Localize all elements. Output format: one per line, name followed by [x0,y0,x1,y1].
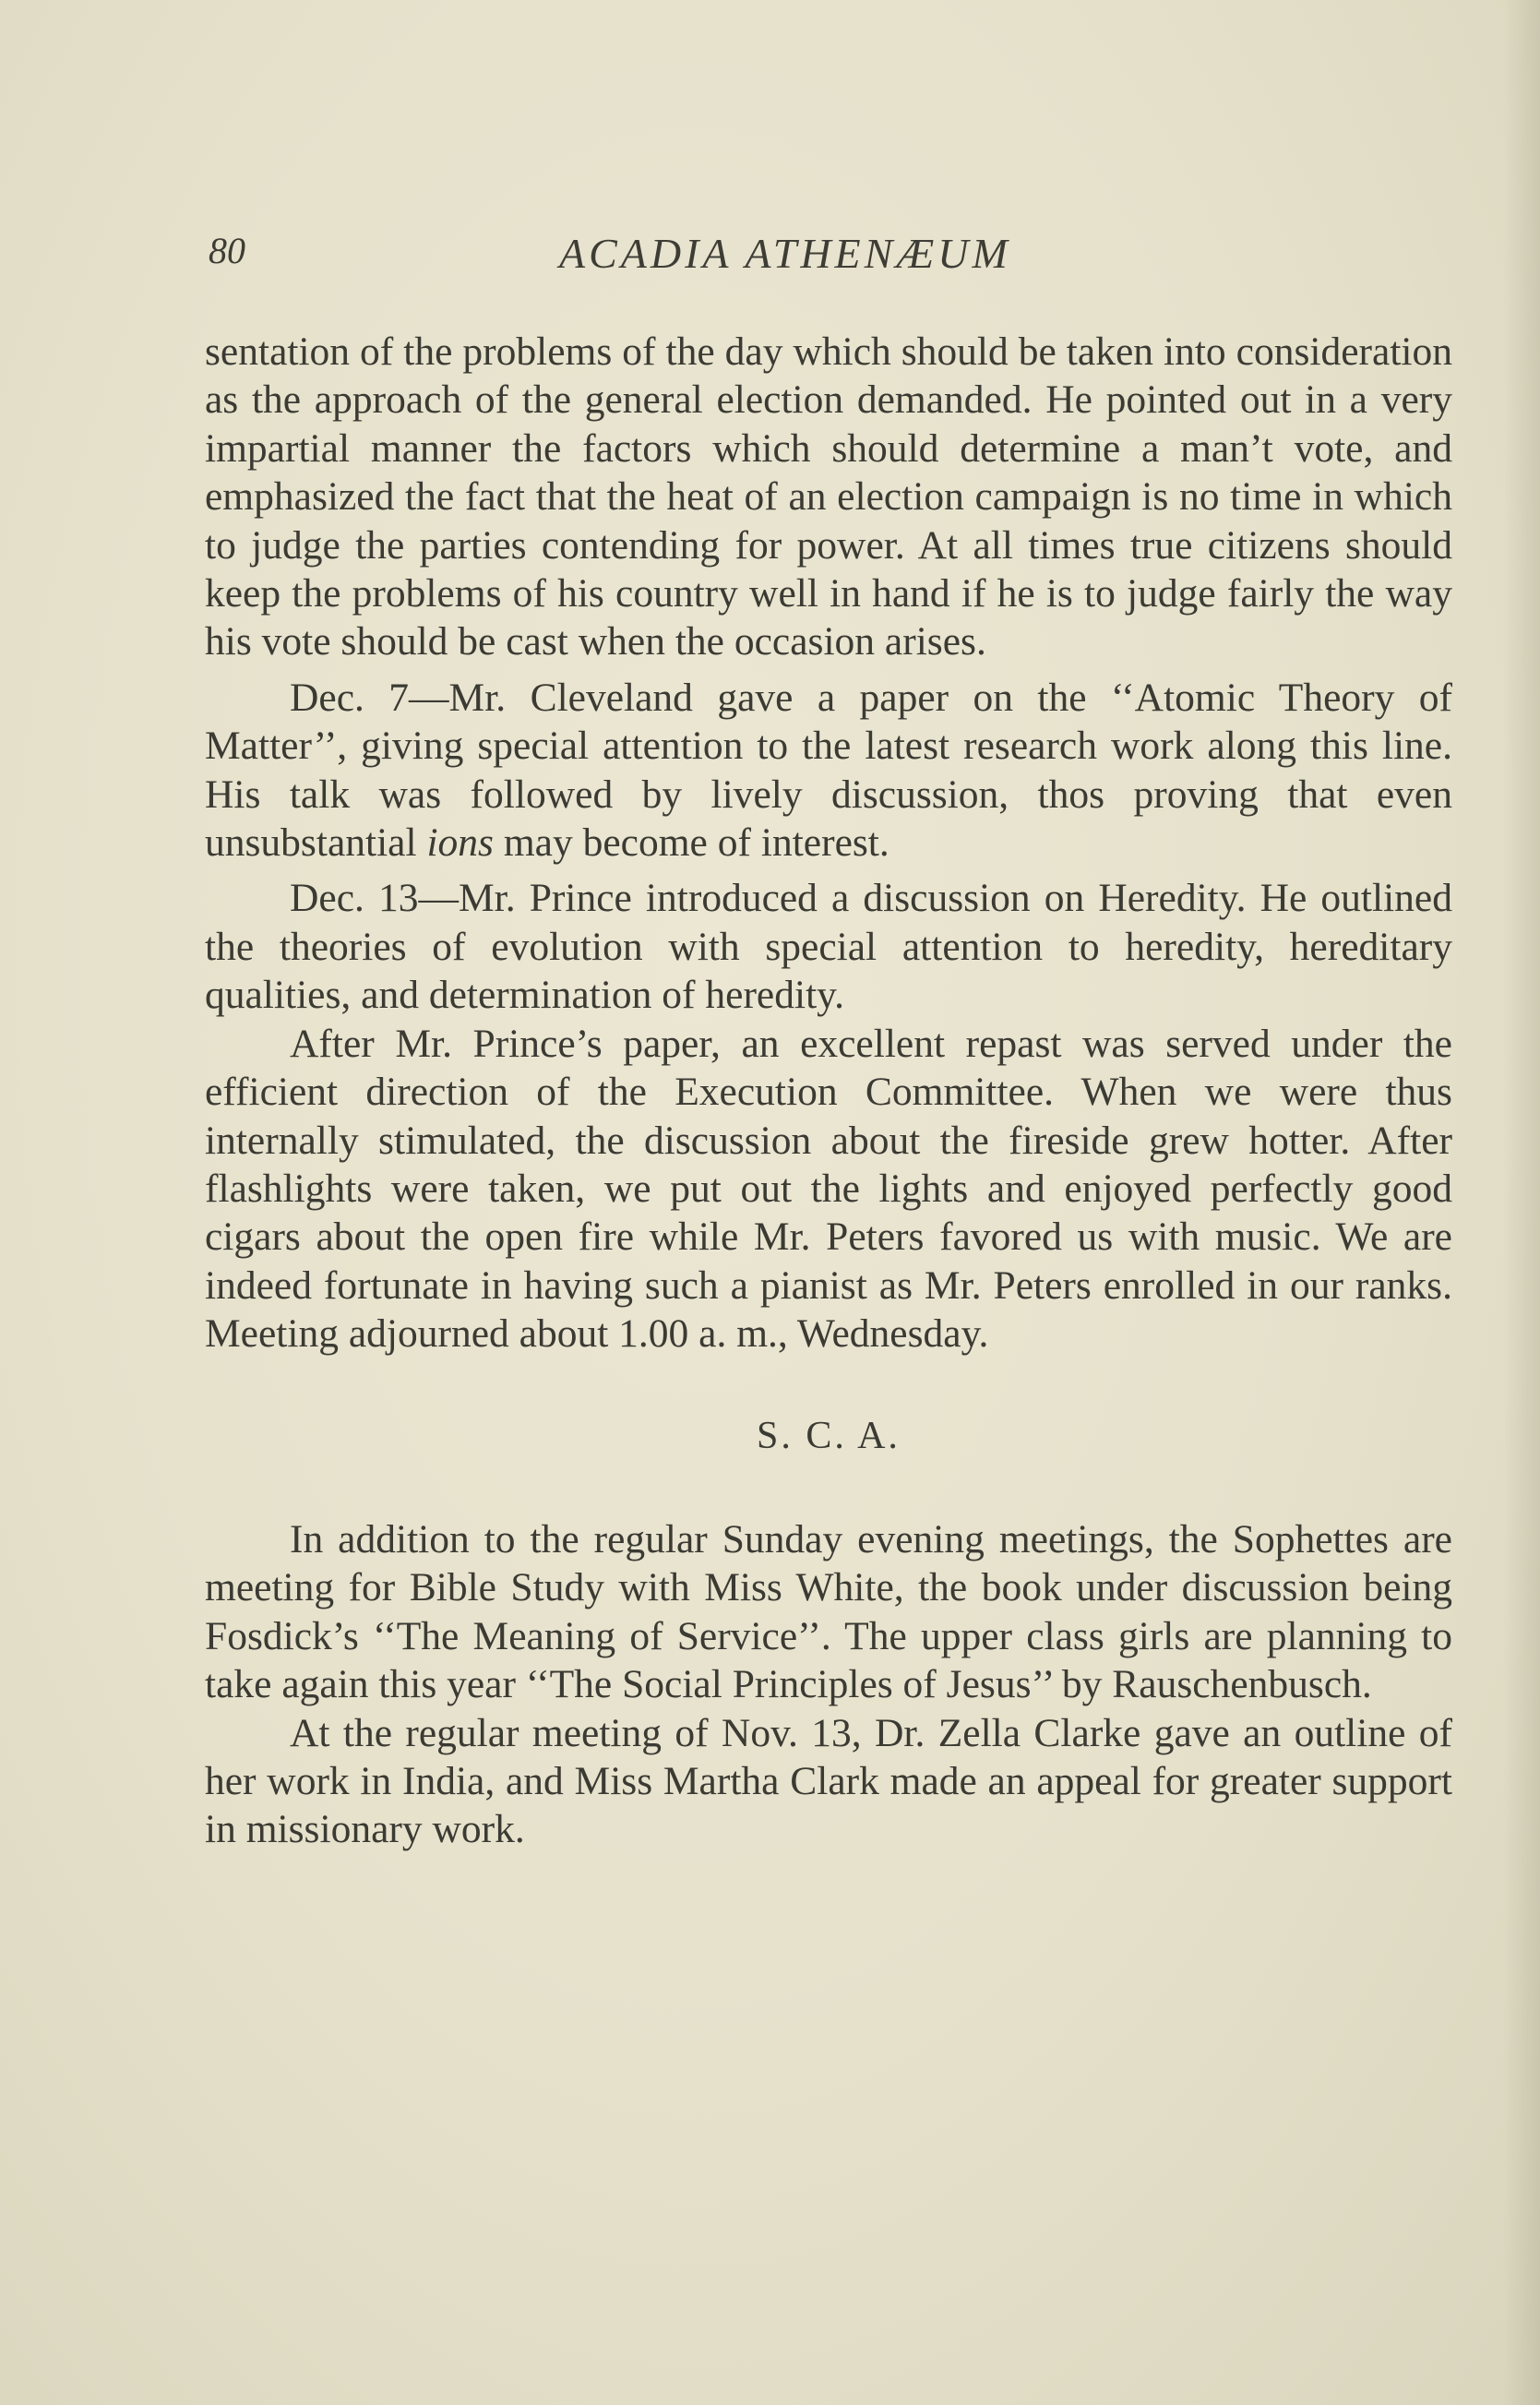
page-number: 80 [209,230,245,271]
page-edge-shadow [1503,0,1540,2405]
section-heading-sca: S. C. A. [757,1414,901,1457]
article-body [205,328,1452,1854]
journal-title: ACADIA ATHENÆUM [559,230,1011,277]
paragraph-dec-7 [205,674,1452,867]
paragraph-dec-7-text-start: Dec. 7—Mr. Cleveland gave a paper on the ‘‘Atomic Theory of Matter’’, giving special attention to the latest research work along this line. His talk was followed by lively discussion, thos proving that even unsubstantial [205,675,1452,866]
paragraph-continuation: sentation of the problems of the day which should be taken into consideration as the approach of the general election demanded. He pointed out in a very impartial manner the factors which should determine a man’t vote, and emphasized the fact that the heat of an election campaign is no time in which to judge the parties contending for power. At all times true citizens should keep the problems of his country well in hand if he is to judge fairly the way his vote should be cast when the occasion arises. [205,329,1452,664]
running-head [209,229,1445,293]
paragraph-sca-bible-study: In addition to the regular Sunday evening meetings, the Sophettes are meeting for Bible Study with Miss White, the book under discussion being Fosdick’s ‘‘The Meaning of Service’’. The upper class girls are planning to take again this year ‘‘The Social Principles of Jesus’’ by Rauschenbusch. [205,1516,1452,1707]
paragraph-repast: After Mr. Prince’s paper, an excellent repast was served under the efficient direction of the Execution Committee. When we were thus internally stimulated, the discussion about the fireside grew hotter. After flashlights were taken, we put out the lights and enjoyed perfectly good cigars about the open fire while Mr. Peters favored us with music. We are indeed fortunate in having such a pianist as Mr. Peters enrolled in our ranks. Meeting adjourned about 1.00 a. m., Wednesday. [205,1021,1452,1357]
paragraph-sca-meeting: At the regular meeting of Nov. 13, Dr. Zella Clarke gave an outline of her work in India, and Miss Martha Clark made an appeal for greater support in missionary work. [205,1710,1452,1852]
paragraph-dec-7-text-end: may become of interest. [493,820,889,866]
italic-word-ions: ions [426,820,494,866]
paragraph-dec-13: Dec. 13—Mr. Prince introduced a discussion on Heredity. He outlined the theories of evolution with special attention to heredity, hereditary qualities, and determination of heredity. [205,876,1452,1018]
